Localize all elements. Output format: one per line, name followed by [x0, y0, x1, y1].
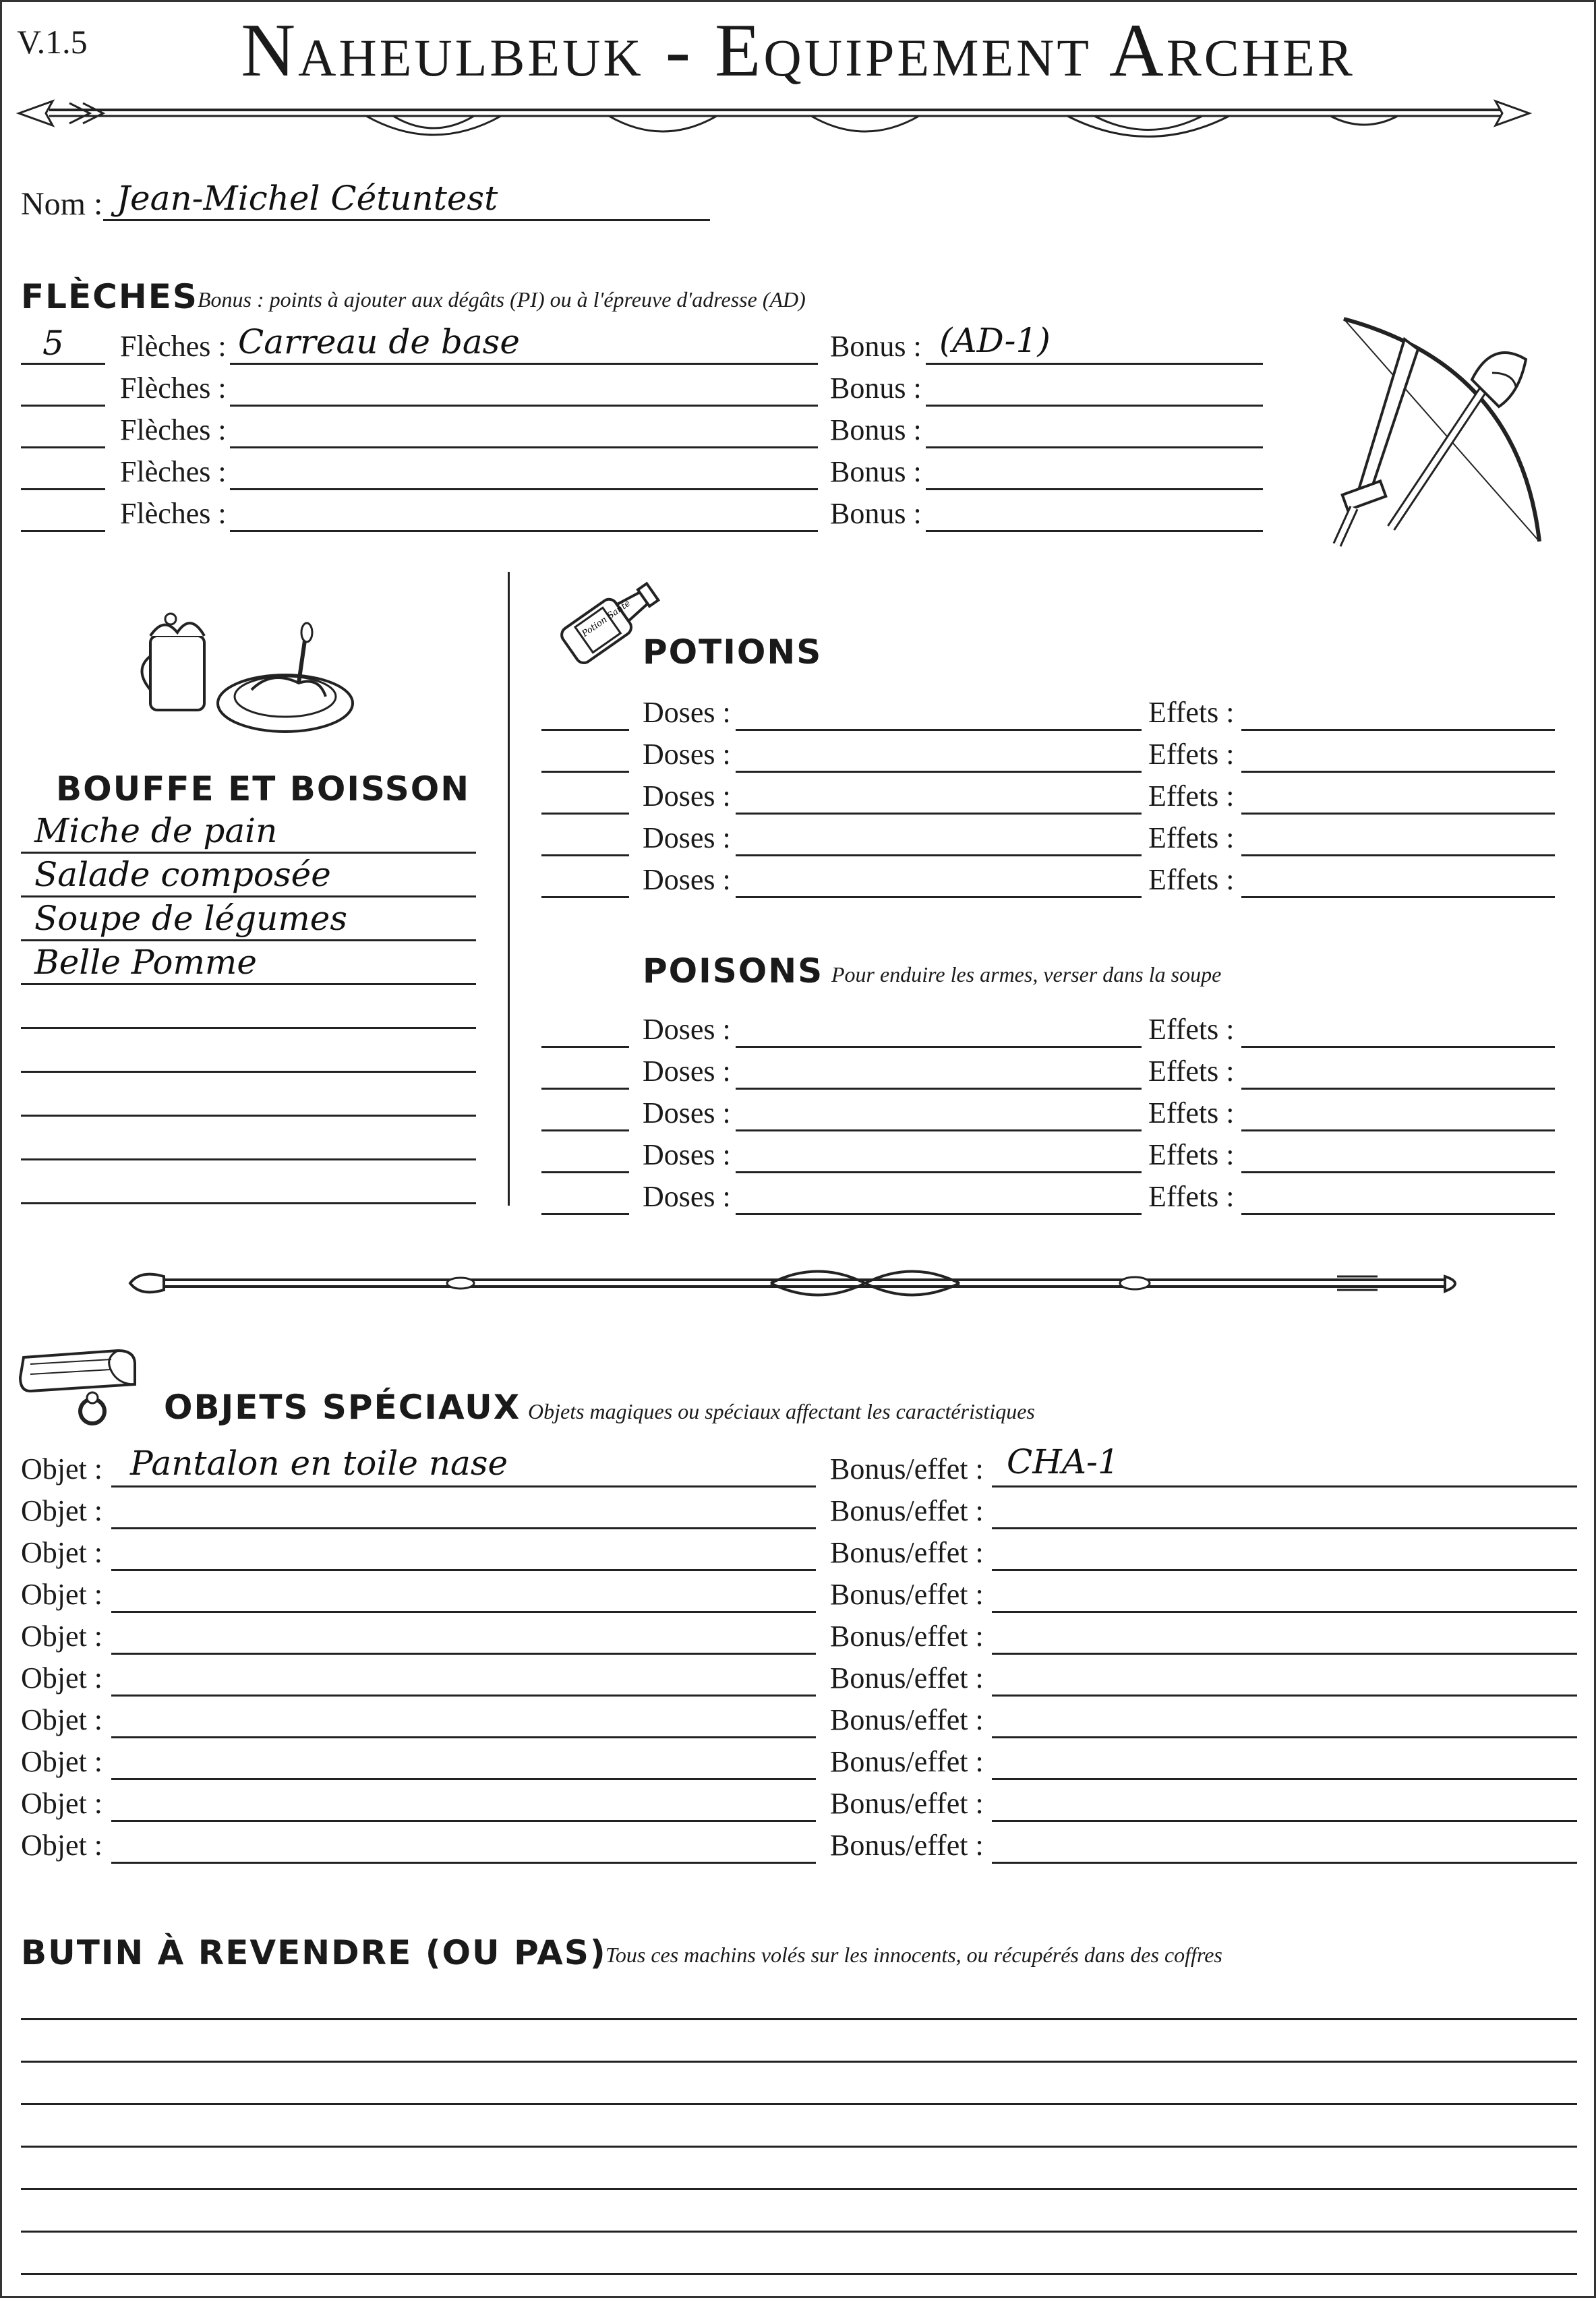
poisons-qty-underline — [541, 1171, 629, 1173]
potions-qty-underline — [541, 896, 629, 898]
fleches-name-field[interactable]: Carreau de base — [238, 322, 520, 361]
bouffe-title: BOUFFE ET BOISSON — [56, 769, 471, 808]
fleches-title: FLÈCHES — [21, 277, 198, 316]
bouffe-item-underline — [21, 1115, 476, 1117]
objet-bonus-underline — [992, 1778, 1577, 1780]
potions-title: POTIONS — [643, 632, 823, 672]
scroll-and-ring-icon — [17, 1337, 158, 1432]
crossed-weapons-icon — [1317, 312, 1566, 555]
bouffe-item-underline — [21, 1071, 476, 1073]
poisons-qty-underline — [541, 1213, 629, 1215]
fleches-name-underline — [230, 405, 818, 407]
name-field[interactable]: Jean-Michel Cétuntest — [117, 179, 498, 218]
objet-bonus-underline — [992, 1569, 1577, 1571]
poisons-effets-label: Effets : — [1148, 1013, 1235, 1046]
potions-effets-label: Effets : — [1148, 863, 1235, 896]
poisons-doses-label: Doses : — [643, 1055, 731, 1088]
objet-bonus-label: Bonus/effet : — [830, 1452, 984, 1485]
fleches-count-underline — [21, 405, 105, 407]
poisons-effets-underline — [1241, 1171, 1555, 1173]
potions-qty-underline — [541, 813, 629, 815]
food-and-drink-icon — [137, 602, 359, 737]
poisons-effets-underline — [1241, 1129, 1555, 1131]
page-title: Naheulbeuk - Equipement Archer — [241, 9, 1355, 92]
fleches-name-underline — [230, 530, 818, 532]
potions-doses-underline — [736, 896, 1142, 898]
objet-bonus-underline — [992, 1862, 1577, 1864]
butin-line-underline — [21, 2146, 1577, 2148]
bouffe-item-field[interactable]: Soupe de légumes — [34, 899, 347, 938]
fleches-count-underline — [21, 446, 105, 448]
potions-qty-underline — [541, 729, 629, 731]
butin-note: Tous ces machins volés sur les innocents, ou récupérés dans des coffres — [605, 1943, 1222, 1967]
objet-label: Objet : — [21, 1745, 102, 1778]
potions-effets-label: Effets : — [1148, 738, 1235, 771]
potions-doses-label: Doses : — [643, 863, 731, 896]
objet-bonus-underline — [992, 1653, 1577, 1655]
potions-effets-label: Effets : — [1148, 696, 1235, 729]
fleches-row-label: Flèches : — [120, 497, 227, 530]
objet-name-underline — [111, 1653, 816, 1655]
bouffe-item-underline — [21, 895, 476, 897]
potions-effets-underline — [1241, 813, 1555, 815]
name-label: Nom : — [21, 186, 103, 222]
fleches-bonus-label: Bonus : — [830, 413, 922, 446]
poisons-doses-underline — [736, 1171, 1142, 1173]
objet-name-underline — [111, 1485, 816, 1487]
objet-label: Objet : — [21, 1578, 102, 1611]
poisons-effets-underline — [1241, 1213, 1555, 1215]
poisons-title: POISONS — [643, 951, 824, 991]
fleches-bonus-label: Bonus : — [830, 372, 922, 405]
objet-bonus-underline — [992, 1695, 1577, 1697]
fleches-note: Bonus : points à ajouter aux dégâts (PI) ou à l'épreuve d'adresse (AD) — [198, 287, 806, 312]
objet-name-underline — [111, 1611, 816, 1613]
fleches-count-underline — [21, 530, 105, 532]
objet-name-underline — [111, 1569, 816, 1571]
fleches-bonus-field[interactable]: (AD-1) — [939, 321, 1051, 360]
objets-note: Objets magiques ou spéciaux affectant les caractéristiques — [528, 1399, 1035, 1423]
butin-line-underline — [21, 2018, 1577, 2020]
poisons-doses-label: Doses : — [643, 1013, 731, 1046]
objet-label: Objet : — [21, 1620, 102, 1653]
poisons-effets-underline — [1241, 1046, 1555, 1048]
objet-name-underline — [111, 1695, 816, 1697]
objet-bonus-label: Bonus/effet : — [830, 1494, 984, 1527]
poisons-note: Pour enduire les armes, verser dans la soupe — [831, 962, 1222, 986]
poisons-doses-underline — [736, 1129, 1142, 1131]
potions-qty-underline — [541, 771, 629, 773]
butin-title: BUTIN À REVENDRE (OU PAS) — [21, 1933, 607, 1972]
objet-bonus-label: Bonus/effet : — [830, 1787, 984, 1820]
fleches-bonus-underline — [926, 446, 1263, 448]
objet-label: Objet : — [21, 1452, 102, 1485]
fleches-name-underline — [230, 363, 818, 365]
poisons-effets-label: Effets : — [1148, 1096, 1235, 1129]
potions-doses-label: Doses : — [643, 696, 731, 729]
fleches-count-field[interactable]: 5 — [42, 324, 64, 363]
bouffe-item-field[interactable]: Salade composée — [34, 855, 331, 894]
poisons-effets-label: Effets : — [1148, 1138, 1235, 1171]
poisons-doses-underline — [736, 1088, 1142, 1090]
bouffe-item-underline — [21, 852, 476, 854]
objet-label: Objet : — [21, 1787, 102, 1820]
potions-doses-label: Doses : — [643, 738, 731, 771]
objet-name-underline — [111, 1527, 816, 1529]
objet-bonus-underline — [992, 1527, 1577, 1529]
potions-effets-label: Effets : — [1148, 779, 1235, 813]
fleches-row-label: Flèches : — [120, 372, 227, 405]
objets-title: OBJETS SPÉCIAUX — [164, 1388, 521, 1427]
staff-divider-icon — [123, 1256, 1472, 1310]
poisons-qty-underline — [541, 1046, 629, 1048]
poisons-effets-underline — [1241, 1088, 1555, 1090]
objet-bonus-label: Bonus/effet : — [830, 1620, 984, 1653]
objet-bonus-label: Bonus/effet : — [830, 1745, 984, 1778]
fleches-count-underline — [21, 488, 105, 490]
butin-line-underline — [21, 2231, 1577, 2233]
butin-line-underline — [21, 2103, 1577, 2105]
objet-bonus-underline — [992, 1611, 1577, 1613]
objet-name-underline — [111, 1736, 816, 1738]
fleches-row-label: Flèches : — [120, 455, 227, 488]
potions-doses-underline — [736, 729, 1142, 731]
poisons-doses-underline — [736, 1213, 1142, 1215]
column-divider — [508, 572, 510, 1206]
potions-doses-label: Doses : — [643, 821, 731, 854]
objet-name-underline — [111, 1778, 816, 1780]
fleches-bonus-label: Bonus : — [830, 455, 922, 488]
poisons-qty-underline — [541, 1129, 629, 1131]
version-label: V.1.5 — [17, 23, 88, 61]
potions-doses-underline — [736, 813, 1142, 815]
objet-bonus-underline — [992, 1820, 1577, 1822]
poisons-doses-label: Doses : — [643, 1180, 731, 1213]
fleches-bonus-underline — [926, 363, 1263, 365]
potions-effets-underline — [1241, 771, 1555, 773]
fleches-bonus-label: Bonus : — [830, 497, 922, 530]
fleches-bonus-underline — [926, 405, 1263, 407]
objet-bonus-underline — [992, 1736, 1577, 1738]
objet-label: Objet : — [21, 1494, 102, 1527]
objet-label: Objet : — [21, 1703, 102, 1736]
arrow-divider-icon — [16, 86, 1533, 154]
objet-label: Objet : — [21, 1536, 102, 1569]
objet-bonus-label: Bonus/effet : — [830, 1703, 984, 1736]
objet-label: Objet : — [21, 1829, 102, 1862]
potions-qty-underline — [541, 854, 629, 856]
bouffe-item-field[interactable]: Miche de pain — [34, 811, 278, 850]
bouffe-item-field[interactable]: Belle Pomme — [34, 943, 257, 982]
poisons-effets-label: Effets : — [1148, 1180, 1235, 1213]
fleches-bonus-underline — [926, 488, 1263, 490]
objet-bonus-label: Bonus/effet : — [830, 1829, 984, 1862]
objet-name-underline — [111, 1820, 816, 1822]
butin-line-underline — [21, 2188, 1577, 2190]
fleches-name-underline — [230, 488, 818, 490]
potions-doses-label: Doses : — [643, 779, 731, 813]
fleches-name-underline — [230, 446, 818, 448]
fleches-bonus-label: Bonus : — [830, 330, 922, 363]
fleches-bonus-underline — [926, 530, 1263, 532]
objet-bonus-label: Bonus/effet : — [830, 1661, 984, 1695]
potions-effets-label: Effets : — [1148, 821, 1235, 854]
potions-doses-underline — [736, 854, 1142, 856]
potions-doses-underline — [736, 771, 1142, 773]
potions-effets-underline — [1241, 729, 1555, 731]
poisons-doses-label: Doses : — [643, 1138, 731, 1171]
poisons-doses-underline — [736, 1046, 1142, 1048]
objet-bonus-field[interactable]: CHA-1 — [1007, 1442, 1119, 1481]
objet-name-underline — [111, 1862, 816, 1864]
fleches-row-label: Flèches : — [120, 330, 227, 363]
potions-effets-underline — [1241, 854, 1555, 856]
bouffe-item-underline — [21, 1027, 476, 1029]
potions-effets-underline — [1241, 896, 1555, 898]
fleches-row-label: Flèches : — [120, 413, 227, 446]
butin-line-underline — [21, 2273, 1577, 2275]
poisons-effets-label: Effets : — [1148, 1055, 1235, 1088]
name-underline — [103, 219, 710, 221]
bouffe-item-underline — [21, 939, 476, 941]
butin-line-underline — [21, 2061, 1577, 2063]
objet-bonus-label: Bonus/effet : — [830, 1536, 984, 1569]
bouffe-item-underline — [21, 1158, 476, 1160]
poisons-qty-underline — [541, 1088, 629, 1090]
potion-bottle-label: Potion Santé — [580, 598, 632, 639]
objet-label: Objet : — [21, 1661, 102, 1695]
bouffe-item-underline — [21, 983, 476, 985]
poisons-doses-label: Doses : — [643, 1096, 731, 1129]
objet-bonus-label: Bonus/effet : — [830, 1578, 984, 1611]
fleches-count-underline — [21, 363, 105, 365]
bouffe-item-underline — [21, 1202, 476, 1204]
objet-bonus-underline — [992, 1485, 1577, 1487]
objet-name-field[interactable]: Pantalon en toile nase — [130, 1444, 508, 1483]
